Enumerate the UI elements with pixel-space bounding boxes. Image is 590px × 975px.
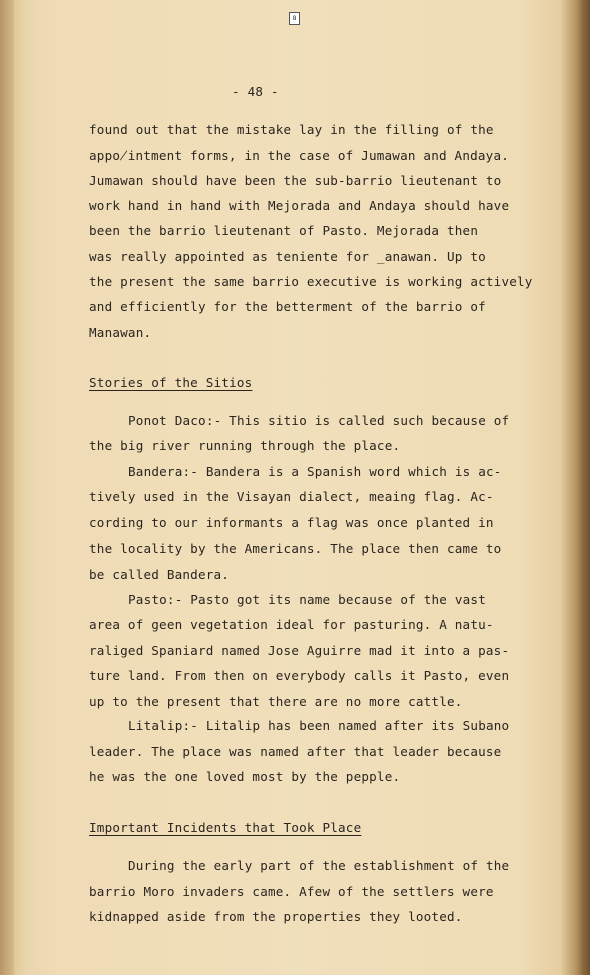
text-line: the big river running through the place. — [89, 438, 401, 453]
text-line: work hand in hand with Mejorada and Andaya should have — [89, 198, 510, 213]
text-line: appo̸intment forms, in the case of Jumawan and Andaya. — [89, 148, 510, 163]
text-line: Bandera:- Bandera is a Spanish word which is ac- — [128, 464, 502, 479]
text-line: raliged Spaniard named Jose Aguirre mad it into a pas- — [89, 643, 510, 658]
text-line: the present the same barrio executive is working actively — [89, 274, 533, 289]
text-line: been the barrio lieutenant of Pasto. Mejorada then — [89, 223, 479, 238]
book-binding — [0, 0, 14, 975]
text-line: was really appointed as teniente for _anawan. Up to — [89, 249, 486, 264]
text-line: Litalip:- Litalip has been named after its Subano — [128, 718, 510, 733]
text-line: cording to our informants a flag was once planted in — [89, 515, 494, 530]
text-line: he was the one loved most by the pepple. — [89, 769, 401, 784]
text-line: Ponot Daco:- This sitio is called such because of — [128, 413, 510, 428]
text-line: Manawan. — [89, 325, 152, 340]
text-line: During the early part of the establishment of the — [128, 858, 510, 873]
text-line: barrio Moro invaders came. Afew of the settlers were — [89, 884, 494, 899]
text-line: Pasto:- Pasto got its name because of the vast — [128, 592, 486, 607]
section-heading-sitios: Stories of the Sitios — [89, 375, 253, 390]
text-line: tively used in the Visayan dialect, meaing flag. Ac- — [89, 489, 494, 504]
section-heading-incidents: Important Incidents that Took Place — [89, 820, 362, 835]
text-line: kidnapped aside from the properties they looted. — [89, 909, 463, 924]
text-line: found out that the mistake lay in the filling of the — [89, 122, 494, 137]
text-line: and efficiently for the betterment of the barrio of — [89, 299, 486, 314]
text-line: be called Bandera. — [89, 567, 230, 582]
text-line: the locality by the Americans. The place then came to — [89, 541, 502, 556]
library-stamp: 8 — [289, 12, 300, 25]
text-line: Jumawan should have been the sub-barrio lieutenant to — [89, 173, 502, 188]
text-line: leader. The place was named after that leader because — [89, 744, 502, 759]
text-line: area of geen vegetation ideal for pasturing. A natu- — [89, 617, 494, 632]
page-number: - 48 - — [232, 84, 279, 99]
text-line: up to the present that there are no more cattle. — [89, 694, 463, 709]
text-line: ture land. From then on everybody calls it Pasto, even — [89, 668, 510, 683]
